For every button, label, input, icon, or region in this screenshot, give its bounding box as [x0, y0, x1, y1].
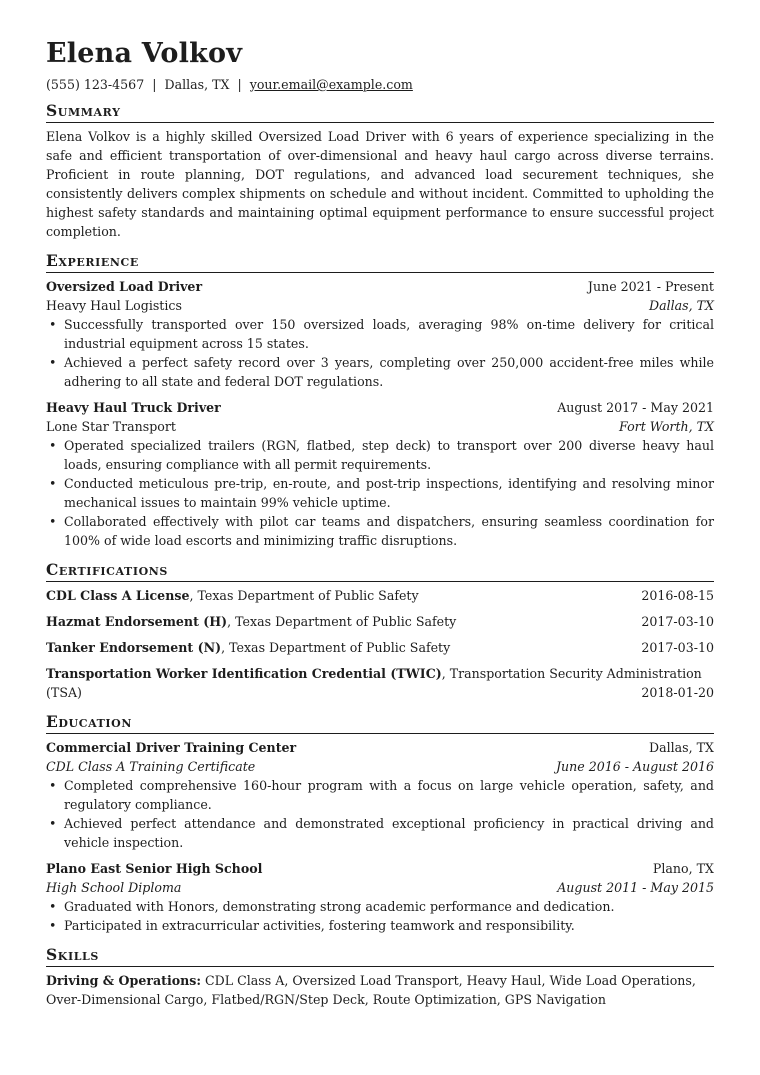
section-title-certifications: Certifications	[46, 560, 714, 582]
job-bullets	[46, 315, 714, 391]
school-credential: CDL Class A Training Certificate	[46, 759, 256, 774]
school-location: Plano, TX	[652, 861, 714, 876]
education-bullets	[46, 897, 714, 935]
cert-name: Hazmat Endorsement (H)	[46, 614, 228, 629]
location: Dallas, TX	[164, 77, 230, 92]
job-title: Oversized Load Driver	[46, 279, 203, 294]
cert-date: 2017-03-10	[641, 640, 714, 655]
certifications-section	[46, 560, 714, 702]
cert-date: 2016-08-15	[641, 588, 714, 603]
education-bullets	[46, 776, 714, 852]
bullet-item: • Graduated with Honors, demonstrating strong academic performance and dedication.	[64, 897, 714, 916]
school-dates: August 2011 - May 2015	[557, 880, 714, 895]
skills-line	[46, 971, 714, 1009]
bullet-item: • Conducted meticulous pre-trip, en-route, and post-trip inspections, identifying and resolving minor mechanical issues to maintain 99% vehicle uptime.	[64, 474, 714, 512]
cert-issuer: , Texas Department of Public Safety	[189, 588, 419, 603]
school-credential: High School Diploma	[46, 880, 182, 895]
contact-line	[46, 76, 714, 94]
certification-item	[46, 664, 714, 702]
certification-item	[46, 612, 714, 631]
school-location: Dallas, TX	[648, 740, 714, 755]
school-name: Plano East Senior High School	[46, 861, 263, 876]
job-bullets	[46, 436, 714, 550]
candidate-name: Elena Volkov	[46, 38, 243, 69]
email-link[interactable]: your.email@example.com	[249, 77, 413, 92]
cert-name: Tanker Endorsement (N)	[46, 640, 222, 655]
summary-text: Elena Volkov is a highly skilled Oversized Load Driver with 6 years of experience specializing in the safe and efficient transportation of over-dimensional and heavy haul cargo across diverse terrains. Proficient in route planning, DOT regulations, and advanced load securement techniques, she consistently delivers complex shipments on schedule and without incident. Committed to upholding the highest safety standards and maintaining optimal equipment performance to ensure successful project completion.	[46, 129, 714, 239]
bullet-item: • Operated specialized trailers (RGN, flatbed, step deck) to transport over 200 diverse heavy haul loads, ensuring compliance with all permit requirements.	[64, 436, 714, 474]
job-entry	[46, 277, 714, 391]
bullet-item: • Achieved perfect attendance and demonstrated exceptional proficiency in practical driving and vehicle inspection.	[64, 814, 714, 852]
section-title-summary: Summary	[46, 101, 714, 123]
certification-item	[46, 638, 714, 657]
experience-section	[46, 251, 714, 550]
cert-date: 2018-01-20	[641, 685, 714, 700]
job-company: Heavy Haul Logistics	[46, 298, 182, 313]
skills-label: Driving & Operations:	[46, 973, 202, 988]
certification-item	[46, 586, 714, 605]
section-title-education: Education	[46, 712, 714, 734]
cert-issuer: , Transportation Security Administration	[441, 666, 702, 681]
job-title: Heavy Haul Truck Driver	[46, 400, 221, 415]
education-entry	[46, 738, 714, 852]
cert-issuer-continued: (TSA)	[46, 685, 82, 700]
bullet-item: • Completed comprehensive 160-hour program with a focus on large vehicle operation, safety, and regulatory compliance.	[64, 776, 714, 814]
bullet-item: • Collaborated effectively with pilot car teams and dispatchers, ensuring seamless coordination for 100% of wide load escorts and minimizing traffic disruptions.	[64, 512, 714, 550]
education-entry	[46, 859, 714, 935]
skills-section	[46, 945, 714, 1009]
job-entry	[46, 398, 714, 550]
phone: (555) 123-4567	[46, 77, 145, 92]
cert-name: Transportation Worker Identification Credential (TWIC)	[46, 666, 442, 681]
job-dates: June 2021 - Present	[587, 279, 714, 294]
section-title-experience: Experience	[46, 251, 714, 273]
education-section	[46, 712, 714, 935]
job-location: Dallas, TX	[648, 298, 714, 313]
cert-name: CDL Class A License	[46, 588, 190, 603]
cert-issuer: , Texas Department of Public Safety	[221, 640, 451, 655]
summary-section	[46, 101, 714, 241]
cert-issuer: , Texas Department of Public Safety	[227, 614, 457, 629]
school-dates: June 2016 - August 2016	[556, 759, 714, 774]
job-dates: August 2017 - May 2021	[557, 400, 714, 415]
bullet-item: • Achieved a perfect safety record over 3 years, completing over 250,000 accident-free miles while adhering to all state and federal DOT regulations.	[64, 353, 714, 391]
separator: |	[152, 77, 157, 92]
job-location: Fort Worth, TX	[619, 419, 714, 434]
job-company: Lone Star Transport	[46, 419, 176, 434]
bullet-item: • Successfully transported over 150 oversized loads, averaging 98% on-time delivery for critical industrial equipment across 15 states.	[64, 315, 714, 353]
school-name: Commercial Driver Training Center	[46, 740, 297, 755]
cert-date: 2017-03-10	[641, 614, 714, 629]
separator: |	[237, 77, 242, 92]
section-title-skills: Skills	[46, 945, 714, 967]
bullet-item: • Participated in extracurricular activities, fostering teamwork and responsibility.	[64, 916, 714, 935]
skills-text: CDL Class A, Oversized Load Transport, Heavy Haul, Wide Load Operations, Over-Dimensional Cargo, Flatbed/RGN/Step Deck, Route Optimization, GPS Navigation	[46, 973, 696, 1007]
